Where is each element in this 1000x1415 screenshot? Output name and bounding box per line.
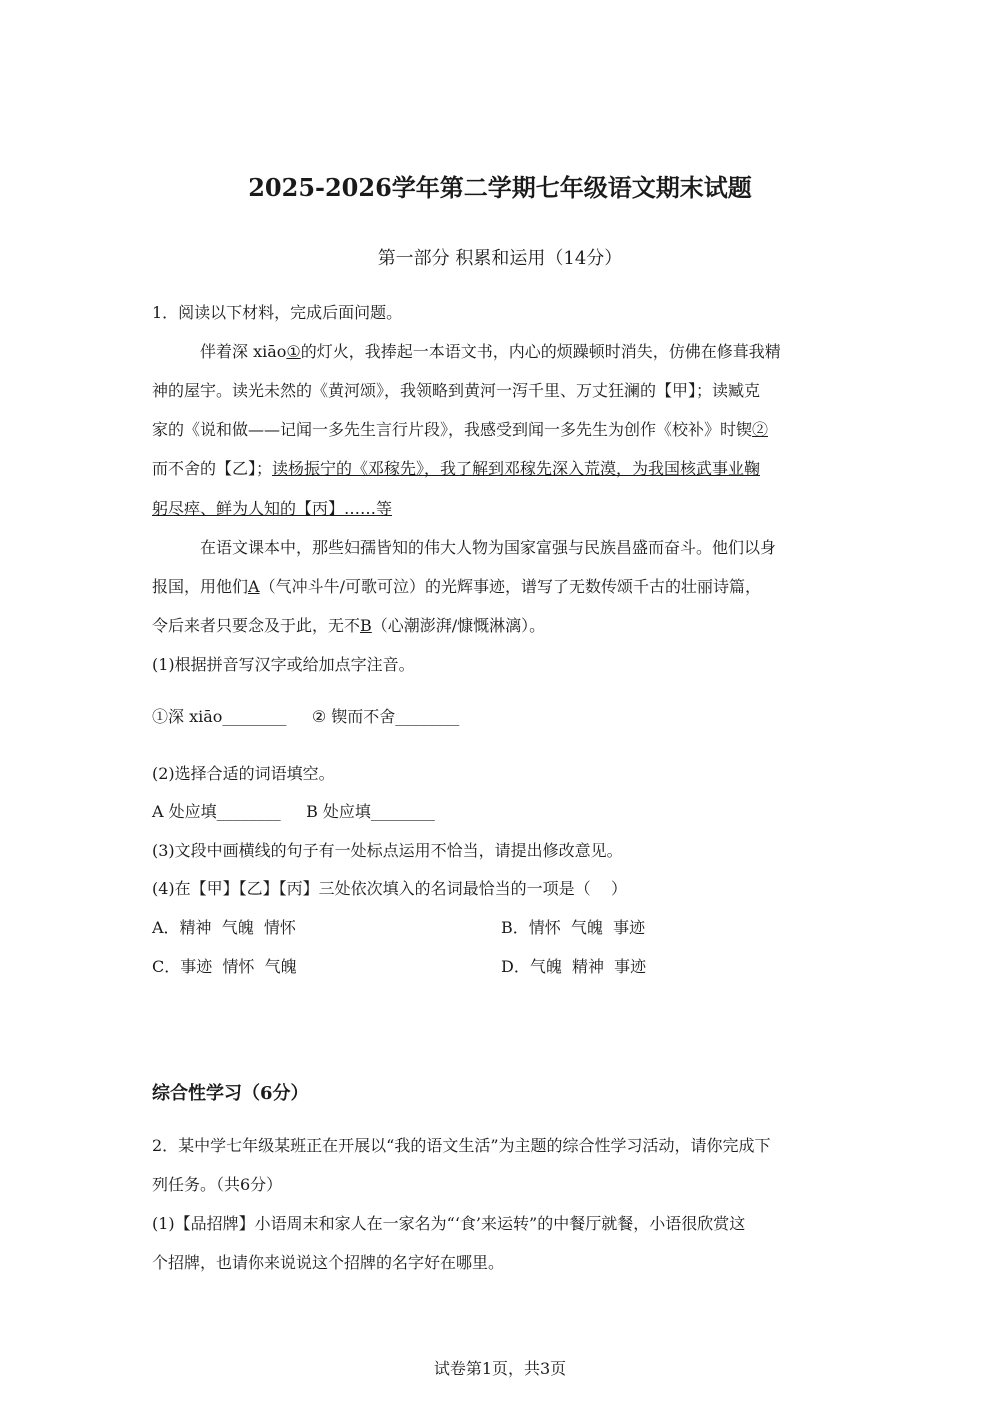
text-span: 报国，用他们	[152, 577, 249, 596]
blank-marker-2: ②	[752, 420, 769, 439]
passage-p1-line2: 神的屋宇。读光未然的《黄河颂》，我领略到黄河一泻千里、万丈狂澜的【甲】；读臧克	[152, 381, 761, 400]
text-span: 伴着深 xiāo	[200, 342, 287, 361]
q2-line1: 2．某中学七年级某班正在开展以“我的语文生活”为主题的综合性学习活动，请你完成下	[152, 1136, 771, 1155]
q1-sub4: (4)在【甲】【乙】【丙】三处依次填入的名词最恰当的一项是（ ）	[152, 879, 628, 898]
underlined-sentence: 读杨振宁的《邓稼先》，我了解到邓稼先深入荒漠，为我国核武事业鞠	[272, 459, 761, 478]
text-span: （气冲斗牛/可歌可泣）的光辉事迹，谱写了无数传颂千古的壮丽诗篇，	[259, 577, 761, 596]
q2-sub1-line1: (1)【品招牌】小语周末和家人在一家名为“‘食’来运转”的中餐厅就餐，小语很欣赏这	[152, 1214, 746, 1233]
passage-p1-line5	[152, 496, 392, 519]
q1-sub2-fill: A 处应填________ B 处应填________	[152, 802, 435, 821]
underlined-sentence-end: 躬尽瘁、鲜为人知的【丙】……等	[152, 499, 393, 518]
passage-p2-line3	[152, 613, 545, 636]
q1-sub3: (3)文段中画横线的句子有一处标点运用不恰当，请提出修改意见。	[152, 841, 623, 860]
page-footer: 试卷第1页，共3页	[433, 1359, 567, 1378]
page-title: 2025-2026学年第二学期七年级语文期末试题	[248, 173, 752, 202]
text-span: 而不舍的【乙】；	[152, 459, 273, 478]
option-b: B．情怀 气魄 事迹	[501, 918, 646, 937]
passage-p1-line3	[152, 417, 768, 440]
q1-sub1: (1)根据拼音写汉字或给加点字注音。	[152, 655, 415, 674]
blank-b: B	[360, 616, 372, 635]
passage-p2-line2	[152, 574, 761, 597]
option-c: C．事迹 情怀 气魄	[152, 957, 297, 976]
option-d: D．气魄 精神 事迹	[501, 957, 647, 976]
part1-heading: 第一部分 积累和运用（14分）	[377, 248, 623, 269]
blank-a: A	[248, 577, 260, 596]
passage-p1-line4	[152, 456, 760, 479]
q2-sub1-line2: 个招牌，也请你来说说这个招牌的名字好在哪里。	[152, 1253, 505, 1272]
passage-p2-line1: 在语文课本中，那些妇孺皆知的伟大人物为国家富强与民族昌盛而奋斗。他们以身	[200, 538, 777, 557]
q1-sub1-fill: ①深 xiāo________ ② 锲而不舍________	[152, 707, 460, 726]
passage-p1-line1	[200, 339, 781, 362]
text-span: 令后来者只要念及于此，无不	[152, 616, 361, 635]
text-span: 家的《说和做——记闻一多先生言行片段》，我感受到闻一多先生为创作《校补》时锲	[152, 420, 753, 439]
q2-line2: 列任务。（共6分）	[152, 1175, 283, 1194]
text-span: （心潮澎湃/慷慨淋漓）。	[371, 616, 546, 635]
option-a: A．精神 气魄 情怀	[152, 918, 296, 937]
blank-marker-1: ①	[286, 342, 301, 361]
part2-heading: 综合性学习（6分）	[152, 1083, 309, 1104]
text-span: 的灯火，我捧起一本语文书，内心的烦躁顿时消失，仿佛在修葺我精	[300, 342, 781, 361]
q1-sub2: (2)选择合适的词语填空。	[152, 764, 335, 783]
q1-stem: 1．阅读以下材料，完成后面问题。	[152, 303, 403, 322]
